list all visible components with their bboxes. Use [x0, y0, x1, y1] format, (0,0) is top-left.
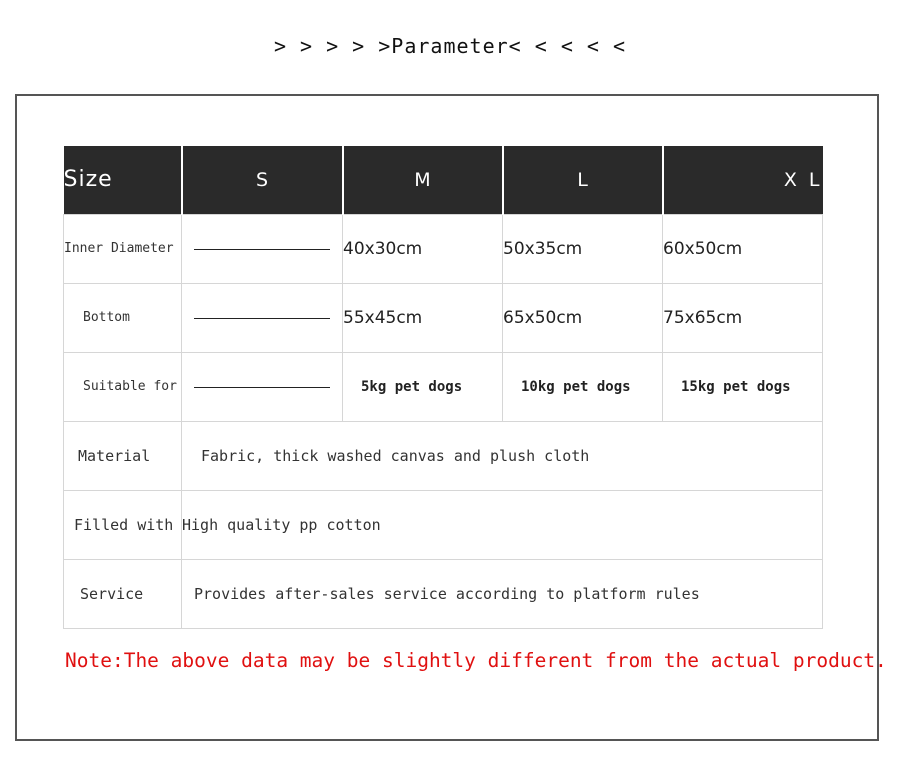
empty-dash: [194, 387, 330, 388]
table-cell: 15kg pet dogs: [663, 352, 823, 421]
material-value: Fabric, thick washed canvas and plush cloth: [182, 421, 823, 490]
row-label-material: Material: [64, 421, 182, 490]
table-row: [64, 559, 823, 628]
table-cell: 10kg pet dogs: [503, 352, 663, 421]
row-label-filled-with: Filled with: [64, 490, 182, 559]
table-cell: 5kg pet dogs: [343, 352, 503, 421]
row-label-bottom: Bottom: [64, 283, 182, 352]
table-row: [64, 352, 823, 421]
empty-dash: [194, 249, 330, 250]
s-value-cell: [182, 214, 343, 283]
table-row: [64, 490, 823, 559]
size-m-header: M: [343, 146, 503, 214]
row-label-inner-diameter: Inner Diameter: [64, 214, 182, 283]
size-l-header: L: [503, 146, 663, 214]
page-title: > > > > >Parameter< < < < <: [273, 34, 627, 58]
table-header-row: [64, 146, 823, 214]
table-cell: 40x30cm: [343, 214, 503, 283]
filled-with-value: High quality pp cotton: [182, 490, 823, 559]
row-label-service: Service: [64, 559, 182, 628]
service-value: Provides after-sales service according to platform rules: [182, 559, 823, 628]
table-cell: 65x50cm: [503, 283, 663, 352]
s-value-cell: [182, 352, 343, 421]
size-xl-header: X L: [663, 146, 823, 214]
table-cell: 50x35cm: [503, 214, 663, 283]
table-row: [64, 421, 823, 490]
table-cell: 60x50cm: [663, 214, 823, 283]
table-cell: 75x65cm: [663, 283, 823, 352]
s-value-cell: [182, 283, 343, 352]
disclaimer-note: Note:The above data may be slightly different from the actual product.: [65, 649, 887, 672]
size-s-header: S: [182, 146, 343, 214]
size-header: Size: [64, 146, 182, 214]
table-row: [64, 283, 823, 352]
table-cell: 55x45cm: [343, 283, 503, 352]
row-label-suitable-for: Suitable for: [64, 352, 182, 421]
table-row: [64, 214, 823, 283]
parameter-table: [63, 146, 823, 629]
empty-dash: [194, 318, 330, 319]
